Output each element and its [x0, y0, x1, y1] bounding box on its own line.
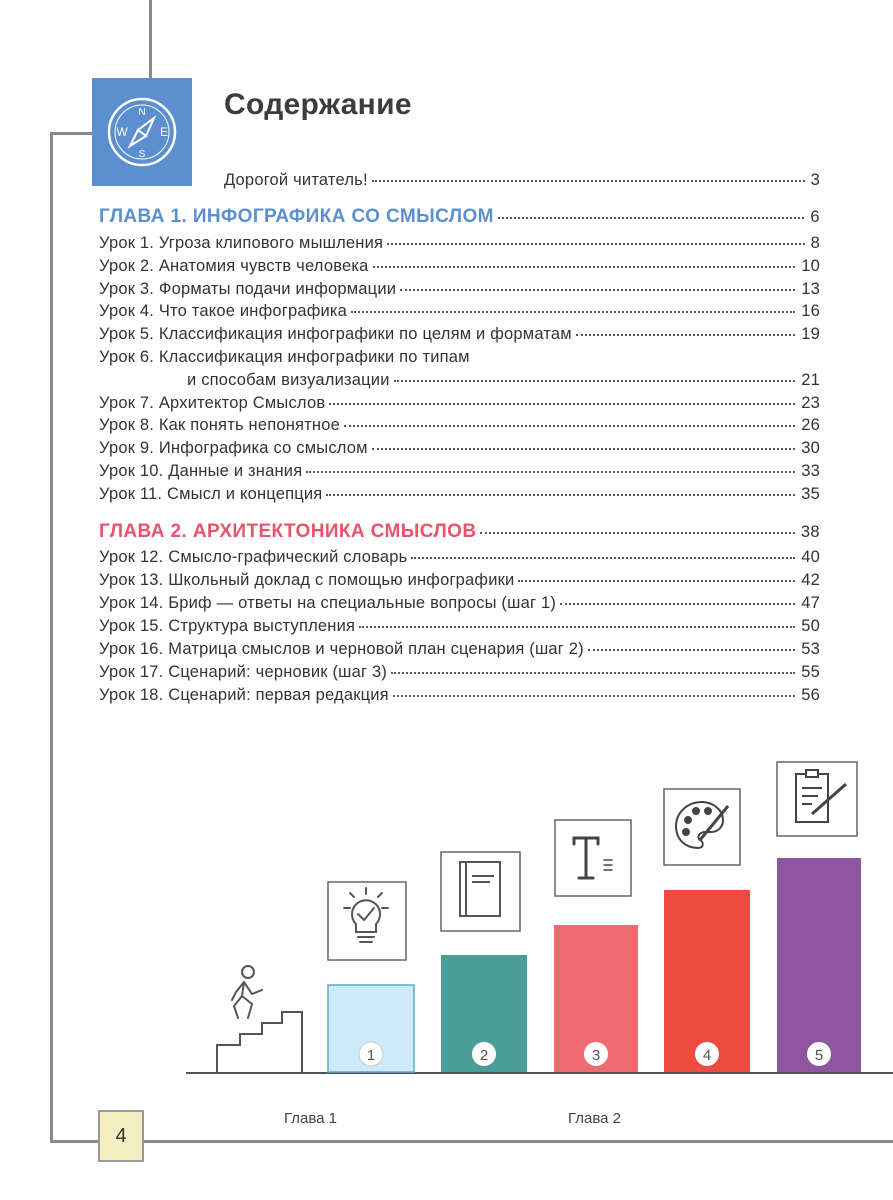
toc-label: Урок 9. Инфографика со смыслом — [99, 439, 368, 457]
chapter-1-label: Глава 1 — [284, 1110, 338, 1127]
toc-page: 55 — [801, 663, 820, 681]
toc-page: 50 — [801, 617, 820, 635]
toc-leader — [359, 626, 795, 628]
toc-row[interactable] — [99, 640, 820, 659]
toc-page: 42 — [801, 571, 820, 589]
toc-leader — [400, 289, 795, 291]
compass-block — [92, 78, 192, 186]
step-number: 2 — [479, 1047, 489, 1064]
toc-label: Урок 12. Смысло-графический словарь — [99, 548, 408, 566]
toc-page: 47 — [801, 594, 820, 612]
svg-text:W: W — [116, 125, 128, 139]
toc-row-intro[interactable] — [224, 171, 820, 190]
toc-page: 19 — [801, 325, 820, 343]
toc-page: 53 — [801, 640, 820, 658]
toc-label: Урок 15. Структура выступления — [99, 617, 356, 635]
step-number: 5 — [814, 1047, 824, 1064]
toc-leader — [306, 471, 795, 473]
frame-line-top-vertical — [149, 0, 152, 80]
toc-label: и способам визуализации — [187, 371, 390, 389]
toc-leader — [480, 532, 794, 534]
toc-page: 33 — [801, 462, 820, 480]
chapter-2-label: Глава 2 — [568, 1110, 622, 1127]
step-bar — [777, 858, 861, 1072]
toc-row[interactable] — [99, 485, 820, 504]
steps-infographic — [0, 740, 893, 1080]
toc-leader — [329, 403, 795, 405]
toc-label: Урок 4. Что такое инфографика — [99, 302, 348, 320]
toc-label: Урок 10. Данные и знания — [99, 462, 303, 480]
toc-leader — [518, 580, 795, 582]
toc-leader — [393, 695, 795, 697]
toc-page: 10 — [801, 257, 820, 275]
toc-label: Урок 16. Матрица смыслов и черновой план сценария (шаг 2) — [99, 640, 584, 658]
toc-page: 30 — [801, 439, 820, 457]
page-title: Содержание — [224, 88, 412, 121]
toc-leader — [411, 557, 795, 559]
toc-page: 35 — [801, 485, 820, 503]
icon-frame — [441, 852, 520, 931]
toc-label: Урок 3. Форматы подачи информации — [99, 280, 397, 298]
step-number: 3 — [591, 1047, 601, 1064]
toc-label: Урок 6. Классификация инфографики по типам — [99, 348, 470, 366]
toc-chapter-2[interactable] — [99, 521, 820, 543]
toc-row[interactable] — [99, 594, 820, 613]
frame-line-bottom-horizontal — [50, 1140, 893, 1143]
toc-label: Урок 13. Школьный доклад с помощью инфографики — [99, 571, 515, 589]
toc-row[interactable] — [99, 280, 820, 299]
toc-row[interactable] — [99, 462, 820, 481]
toc-label: Дорогой читатель! — [224, 171, 368, 189]
compass-icon — [92, 78, 192, 186]
toc-leader — [588, 649, 795, 651]
toc-label: Урок 11. Смысл и концепция — [99, 485, 323, 503]
toc-page: 26 — [801, 416, 820, 434]
toc-page: 40 — [801, 548, 820, 566]
toc-page: 13 — [801, 280, 820, 298]
toc-leader — [498, 217, 805, 219]
toc-row[interactable] — [99, 663, 820, 682]
toc-leader — [560, 603, 795, 605]
toc-row[interactable] — [99, 617, 820, 636]
toc-page: 3 — [810, 171, 820, 189]
toc-leader — [344, 425, 795, 427]
chapter-title: ГЛАВА 1. ИНФОГРАФИКА СО СМЫСЛОМ — [99, 206, 494, 227]
step-number: 4 — [702, 1047, 712, 1064]
toc-row[interactable] — [99, 394, 820, 413]
svg-text:E: E — [159, 125, 169, 139]
toc-row[interactable] — [99, 302, 820, 321]
climber-icon — [232, 966, 262, 1018]
toc-label: Урок 1. Угроза клипового мышления — [99, 234, 384, 252]
toc-page: 21 — [801, 371, 820, 389]
toc-label: Урок 5. Классификация инфографики по целям и форматам — [99, 325, 572, 343]
toc-leader — [351, 311, 795, 313]
frame-line-left-horizontal — [50, 132, 94, 135]
toc-leader — [372, 180, 805, 182]
toc-row[interactable] — [99, 686, 820, 705]
toc-page: 8 — [810, 234, 820, 252]
stairs-outline — [217, 1012, 302, 1072]
toc-leader — [394, 380, 796, 382]
toc-leader — [373, 266, 796, 268]
toc-row[interactable] — [99, 416, 820, 435]
toc-label: Урок 2. Анатомия чувств человека — [99, 257, 369, 275]
toc-leader — [326, 494, 795, 496]
toc-leader — [372, 448, 796, 450]
toc-page: 6 — [810, 208, 820, 226]
svg-text:S: S — [138, 149, 146, 160]
toc-row[interactable] — [99, 548, 820, 567]
toc-row[interactable] — [99, 348, 820, 367]
toc-row[interactable] — [99, 257, 820, 276]
icon-frame — [555, 820, 631, 896]
toc-row[interactable] — [99, 439, 820, 458]
toc-label: Урок 8. Как понять непонятное — [99, 416, 340, 434]
toc-chapter-1[interactable] — [99, 206, 820, 228]
toc-leader — [576, 334, 795, 336]
toc-leader — [391, 672, 795, 674]
toc-page: 23 — [801, 394, 820, 412]
toc-page: 38 — [800, 523, 820, 541]
toc-page: 16 — [801, 302, 820, 320]
step-number: 1 — [366, 1047, 376, 1064]
page-number: 4 — [98, 1110, 144, 1162]
toc-leader — [387, 243, 804, 245]
toc-label: Урок 7. Архитектор Смыслов — [99, 394, 326, 412]
toc-row[interactable] — [99, 234, 820, 253]
toc-row[interactable] — [187, 371, 820, 390]
toc-row[interactable] — [99, 325, 820, 344]
toc-label: Урок 17. Сценарий: черновик (шаг 3) — [99, 663, 388, 681]
toc-label: Урок 18. Сценарий: первая редакция — [99, 686, 389, 704]
toc-page: 56 — [801, 686, 820, 704]
toc-row[interactable] — [99, 571, 820, 590]
chapter-title: ГЛАВА 2. АРХИТЕКТОНИКА СМЫСЛОВ — [99, 521, 477, 542]
svg-text:N: N — [138, 107, 146, 118]
toc-label: Урок 14. Бриф — ответы на специальные вопросы (шаг 1) — [99, 594, 557, 612]
